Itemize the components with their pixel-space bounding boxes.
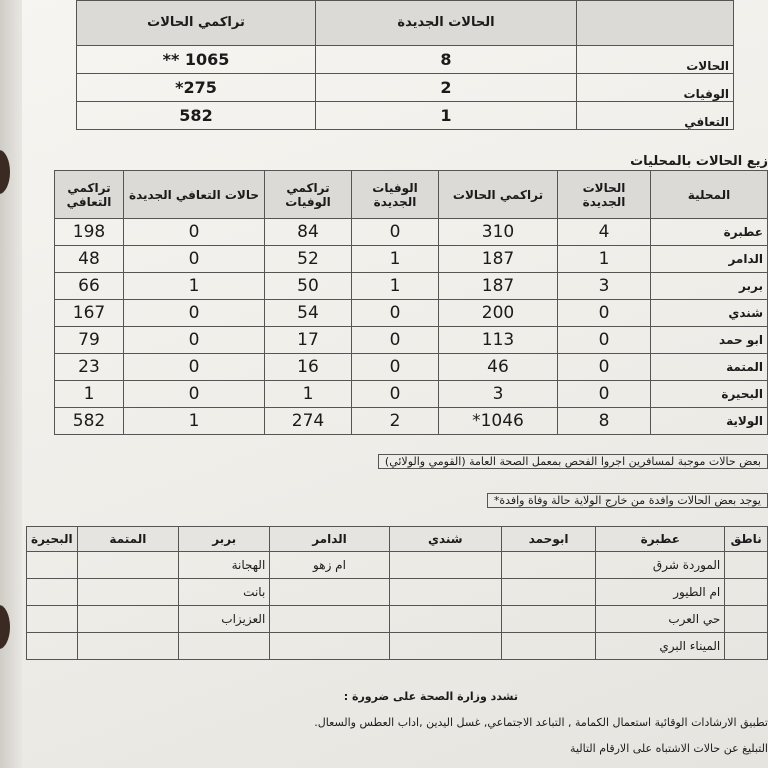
section-heading: زيع الحالات بالمحليات — [630, 154, 768, 169]
locality-name: شندي — [651, 300, 768, 327]
header-cell: الدامر — [270, 527, 389, 552]
cell-value: 79 — [55, 327, 124, 354]
area-cell — [77, 552, 178, 579]
cell-value: 0 — [558, 327, 651, 354]
area-cell — [179, 633, 270, 660]
cell-value: 8 — [316, 46, 577, 74]
areas-table — [26, 526, 768, 660]
table-row — [55, 246, 768, 273]
cell-value: 1 — [352, 273, 439, 300]
header-cell: بربر — [179, 527, 270, 552]
area-cell: ام زهو — [270, 552, 389, 579]
cell-value: 23 — [55, 354, 124, 381]
cell-value: 0 — [124, 219, 265, 246]
cell-value: 187 — [439, 246, 558, 273]
area-cell — [389, 552, 501, 579]
cell-value: 54 — [265, 300, 352, 327]
cell-value: 2 — [352, 408, 439, 435]
cell-value: 582 — [77, 102, 316, 130]
localities-table — [54, 170, 768, 435]
cell-value: 113 — [439, 327, 558, 354]
cell-value: 3 — [558, 273, 651, 300]
area-cell — [27, 552, 78, 579]
cell-value: 1 — [352, 246, 439, 273]
cell-value: 8 — [558, 408, 651, 435]
header-cell: تراكمي الحالات — [439, 171, 558, 219]
table-header-row — [77, 1, 734, 46]
cell-value: 0 — [352, 381, 439, 408]
table-row — [27, 633, 768, 660]
cell-value: 16 — [265, 354, 352, 381]
footer-heading: تشدد وزارة الصحة على ضرورة : — [343, 690, 518, 703]
cell-value: 66 — [55, 273, 124, 300]
cell-value: 2 — [316, 74, 577, 102]
area-cell — [77, 606, 178, 633]
footnote-travelers: بعض حالات موجبة لمسافرين اجروا الفحص بمعمل الصحة العامة (القومي والولائي) — [378, 454, 768, 469]
area-cell: بانت — [179, 579, 270, 606]
header-cell: عطبرة — [596, 527, 725, 552]
cell-value: 0 — [124, 381, 265, 408]
cell-value: 4 — [558, 219, 651, 246]
cell-value: 1 — [55, 381, 124, 408]
area-cell: الموردة شرق — [596, 552, 725, 579]
footer-guidance: تطبيق الارشادات الوقائية استعمال الكمامة , التباعد الاجتماعي, غسل اليدين ,اداب العطس والسعال. — [314, 716, 768, 729]
table-row — [27, 606, 768, 633]
header-cell: تراكمي الحالات — [77, 1, 316, 46]
header-cell: الحالات الجديدة — [316, 1, 577, 46]
cell-value: 1065 ** — [77, 46, 316, 74]
area-cell — [77, 633, 178, 660]
cell-value: 1 — [265, 381, 352, 408]
locality-name: البحيرة — [651, 381, 768, 408]
header-cell: شندي — [389, 527, 501, 552]
cell-value: 1046* — [439, 408, 558, 435]
footnote-imported-cases: يوجد بعض الحالات وافدة من خارج الولاية حالة وفاة وافدة* — [487, 493, 768, 508]
cell-value: 167 — [55, 300, 124, 327]
cell-value: 52 — [265, 246, 352, 273]
header-cell: حالات التعافي الجديدة — [124, 171, 265, 219]
cell-value: 310 — [439, 219, 558, 246]
cell-value: 1 — [124, 273, 265, 300]
area-cell — [501, 579, 595, 606]
cell-value: 0 — [352, 300, 439, 327]
table-row — [55, 354, 768, 381]
cell-value: 0 — [352, 354, 439, 381]
cell-value: 84 — [265, 219, 352, 246]
cell-value: 582 — [55, 408, 124, 435]
cell-value: 0 — [124, 327, 265, 354]
cell-value: 0 — [558, 354, 651, 381]
table-row — [77, 46, 734, 74]
row-label: الوفيات — [577, 74, 734, 102]
table-row — [55, 327, 768, 354]
table-header-row — [27, 527, 768, 552]
area-cell — [270, 633, 389, 660]
cell-value: 274 — [265, 408, 352, 435]
locality-name: الولاية — [651, 408, 768, 435]
cell-value: 0 — [124, 300, 265, 327]
cell-value: 1 — [558, 246, 651, 273]
header-cell: ناطق — [725, 527, 768, 552]
table-total-row — [55, 408, 768, 435]
area-cell: العزيزاب — [179, 606, 270, 633]
table-row — [77, 102, 734, 130]
row-label: الحالات — [577, 46, 734, 74]
cell-value: 0 — [558, 300, 651, 327]
header-cell: الحالات الجديدة — [558, 171, 651, 219]
cell-value: 1 — [316, 102, 577, 130]
table-row — [55, 381, 768, 408]
area-cell — [27, 606, 78, 633]
header-cell: المتمة — [77, 527, 178, 552]
area-cell — [389, 579, 501, 606]
header-cell — [577, 1, 734, 46]
page-edge-shadow — [0, 0, 22, 768]
table-row — [55, 219, 768, 246]
cell-value: 46 — [439, 354, 558, 381]
area-cell — [501, 606, 595, 633]
area-cell — [27, 579, 78, 606]
locality-name: الدامر — [651, 246, 768, 273]
area-cell — [725, 552, 768, 579]
header-cell: البحيرة — [27, 527, 78, 552]
area-cell: الهجانة — [179, 552, 270, 579]
cell-value: 1 — [124, 408, 265, 435]
area-cell: الميناء البري — [596, 633, 725, 660]
header-cell: تراكمي الوفيات — [265, 171, 352, 219]
cell-value: 275* — [77, 74, 316, 102]
area-cell — [501, 633, 595, 660]
locality-name: المتمة — [651, 354, 768, 381]
table-row — [77, 74, 734, 102]
cell-value: 3 — [439, 381, 558, 408]
cell-value: 48 — [55, 246, 124, 273]
cell-value: 187 — [439, 273, 558, 300]
cell-value: 198 — [55, 219, 124, 246]
table-row — [55, 273, 768, 300]
table-header-row — [55, 171, 768, 219]
cell-value: 0 — [558, 381, 651, 408]
area-cell: حي العرب — [596, 606, 725, 633]
locality-name: ابو حمد — [651, 327, 768, 354]
area-cell — [725, 606, 768, 633]
cell-value: 0 — [352, 219, 439, 246]
area-cell — [389, 606, 501, 633]
cell-value: 0 — [124, 246, 265, 273]
cell-value: 50 — [265, 273, 352, 300]
header-cell: الوفيات الجديدة — [352, 171, 439, 219]
area-cell — [725, 633, 768, 660]
header-cell: المحلية — [651, 171, 768, 219]
locality-name: بربر — [651, 273, 768, 300]
area-cell — [270, 606, 389, 633]
row-label: التعافي — [577, 102, 734, 130]
table-row — [27, 579, 768, 606]
area-cell: ام الطيور — [596, 579, 725, 606]
cell-value: 0 — [352, 327, 439, 354]
cell-value: 17 — [265, 327, 352, 354]
cell-value: 200 — [439, 300, 558, 327]
table-row — [55, 300, 768, 327]
area-cell — [270, 579, 389, 606]
area-cell — [77, 579, 178, 606]
header-cell: تراكمي التعافي — [55, 171, 124, 219]
area-cell — [27, 633, 78, 660]
cell-value: 0 — [124, 354, 265, 381]
area-cell — [725, 579, 768, 606]
footer-reporting: التبليغ عن حالات الاشتباه على الارقام التالية — [570, 742, 768, 755]
header-cell: ابوحمد — [501, 527, 595, 552]
table-row — [27, 552, 768, 579]
area-cell — [501, 552, 595, 579]
locality-name: عطبرة — [651, 219, 768, 246]
area-cell — [389, 633, 501, 660]
summary-table — [76, 0, 734, 130]
